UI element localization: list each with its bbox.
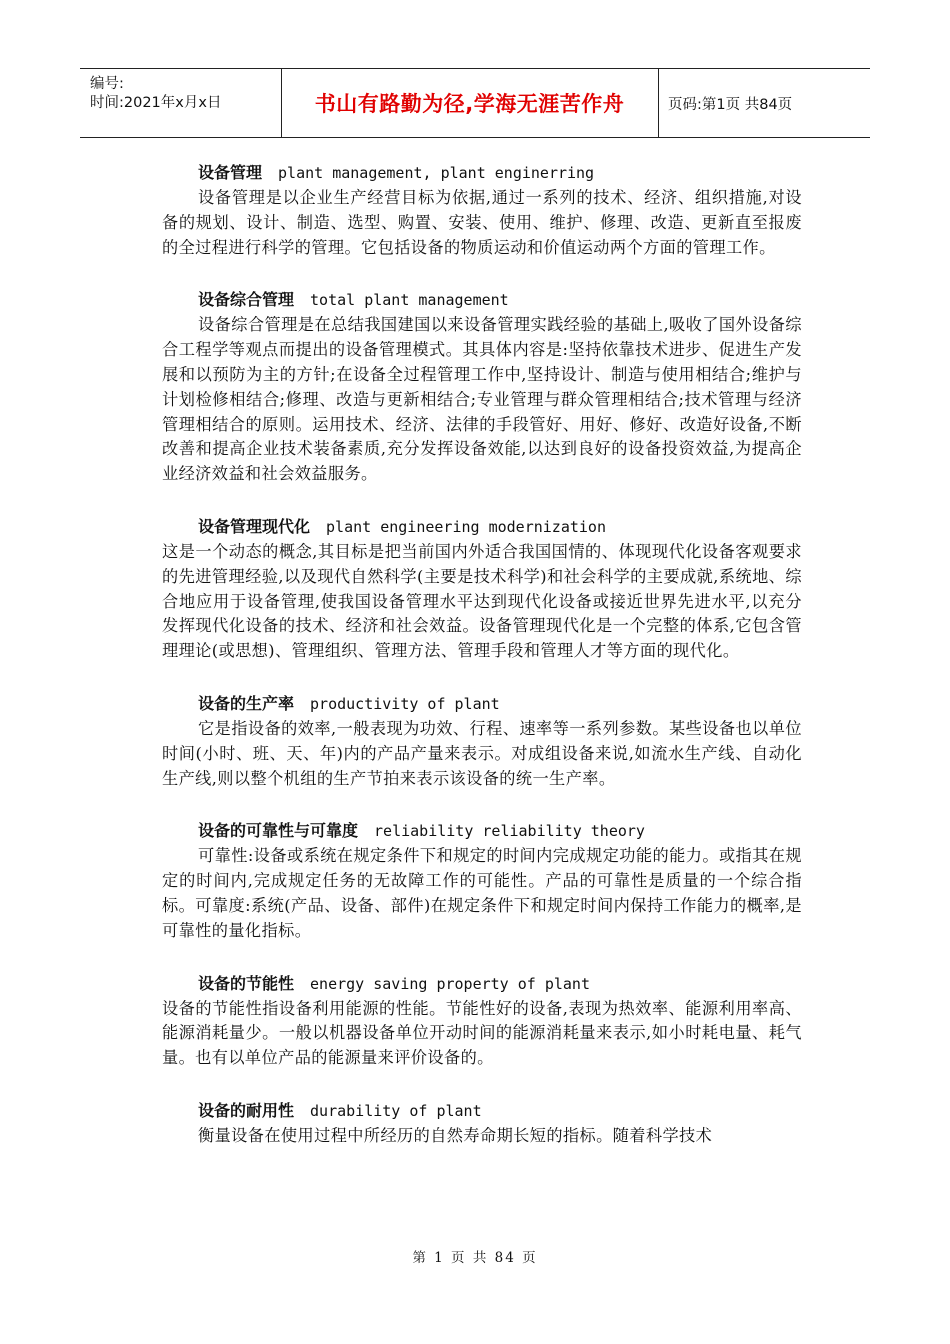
entry-term bbox=[162, 1098, 802, 1124]
entry-text: 设备的节能性指设备利用能源的性能。节能性好的设备,表现为热效率、能源利用率高、能源消耗量少。一般以机器设备单位开动时间的能源消耗量来表示,如小时耗电量、耗气量。也有以单位产品的能源量来评价设备的。 bbox=[162, 998, 802, 1068]
entry-term bbox=[162, 971, 802, 997]
entry-text: 设备综合管理是在总结我国建国以来设备管理实践经验的基础上,吸收了国外设备综合工程学等观点而提出的设备管理模式。其具体内容是:坚持依靠技术进步、促进生产发展和以预防为主的方针;在设备全过程管理工作中,坚持设计、制造与使用相结合;维护与计划检修相结合;修理、改造与更新相结合;专业管理与群众管理相结合;技术管理与经济管理相结合的原则。运用技术、经济、法律的手段管好、用好、修好、改造好设备,不断改善和提高企业技术装备素质,充分发挥设备效能,以达到良好的设备投资效益,为提高企业经济效益和社会效益服务。 bbox=[162, 315, 802, 484]
entry-term bbox=[162, 287, 802, 313]
header-meta-cell bbox=[80, 69, 282, 137]
term-en: durability of plant bbox=[310, 1101, 482, 1120]
term-cn: 设备的可靠性与可靠度 bbox=[198, 821, 359, 841]
number-label: 编号: bbox=[90, 76, 124, 92]
term-en: reliability reliability theory bbox=[374, 822, 645, 841]
document-body bbox=[162, 160, 802, 1176]
term-en: plant engineering modernization bbox=[326, 517, 606, 536]
entry-text: 设备管理是以企业生产经营目标为依据,通过一系列的技术、经济、组织措施,对设备的规划、设计、制造、选型、购置、安装、使用、维护、修理、改造、更新直至报废的全过程进行科学的管理。它包括设备的物质运动和价值运动两个方面的管理工作。 bbox=[162, 188, 802, 257]
page-header bbox=[80, 68, 870, 138]
header-motto-cell bbox=[281, 69, 659, 137]
entry-term bbox=[162, 514, 802, 540]
entry-plant-management bbox=[162, 160, 802, 260]
term-en: plant management, plant enginerring bbox=[278, 164, 595, 182]
entry-energy-saving bbox=[162, 971, 802, 1071]
term-cn: 设备管理现代化 bbox=[198, 516, 311, 536]
entry-text: 可靠性:设备或系统在规定条件下和规定的时间内完成规定功能的能力。或指其在规定的时间内,完成规定任务的无故障工作的可能性。产品的可靠性是质量的一个综合指标。可靠度:系统(产品、设备、部件)在规定条件下和规定时间内保持工作能力的概率,是可靠性的量化指标。 bbox=[162, 846, 802, 940]
term-en: energy saving property of plant bbox=[310, 974, 590, 993]
term-en: productivity of plant bbox=[310, 694, 500, 713]
term-cn: 设备的耐用性 bbox=[198, 1100, 295, 1120]
date-label: 时间:2021年x月x日 bbox=[90, 95, 222, 111]
term-cn: 设备的生产率 bbox=[198, 693, 295, 713]
entry-term bbox=[162, 691, 802, 717]
term-en: total plant management bbox=[310, 291, 509, 310]
entry-total-plant-management bbox=[162, 287, 802, 487]
motto-text: 书山有路勤为径,学海无涯苦作舟 bbox=[314, 92, 625, 116]
term-cn: 设备综合管理 bbox=[198, 290, 295, 310]
term-cn: 设备管理 bbox=[198, 163, 263, 182]
page-footer: 第 1 页 共 84 页 bbox=[412, 1250, 538, 1266]
entry-text: 它是指设备的效率,一般表现为功效、行程、速率等一系列参数。某些设备也以单位时间(小时、班、天、年)内的产品产量来表示。对成组设备来说,如流水生产线、自动化生产线,则以整个机组的生产节拍来表示该设备的统一生产率。 bbox=[162, 718, 802, 788]
entry-reliability bbox=[162, 818, 802, 943]
entry-durability bbox=[162, 1098, 802, 1149]
entry-modernization bbox=[162, 514, 802, 664]
header-page-info: 页码:第1页 共84页 bbox=[668, 96, 793, 113]
entry-text: 衡量设备在使用过程中所经历的自然寿命期长短的指标。随着科学技术 bbox=[198, 1125, 713, 1145]
entry-productivity bbox=[162, 691, 802, 791]
entry-term bbox=[162, 160, 802, 186]
entry-text: 这是一个动态的概念,其目标是把当前国内外适合我国国情的、体现现代化设备客观要求的先进管理经验,以及现代自然科学(主要是技术科学)和社会科学的主要成就,系统地、综合地应用于设备管理,使我国设备管理水平达到现代化设备或接近世界先进水平,以充分发挥现代化设备的技术、经济和社会效益。设备管理现代化是一个完整的体系,它包含管理理论(或思想)、管理组织、管理方法、管理手段和管理人才等方面的现代化。 bbox=[162, 541, 802, 661]
term-cn: 设备的节能性 bbox=[198, 973, 295, 993]
entry-term bbox=[162, 818, 802, 844]
